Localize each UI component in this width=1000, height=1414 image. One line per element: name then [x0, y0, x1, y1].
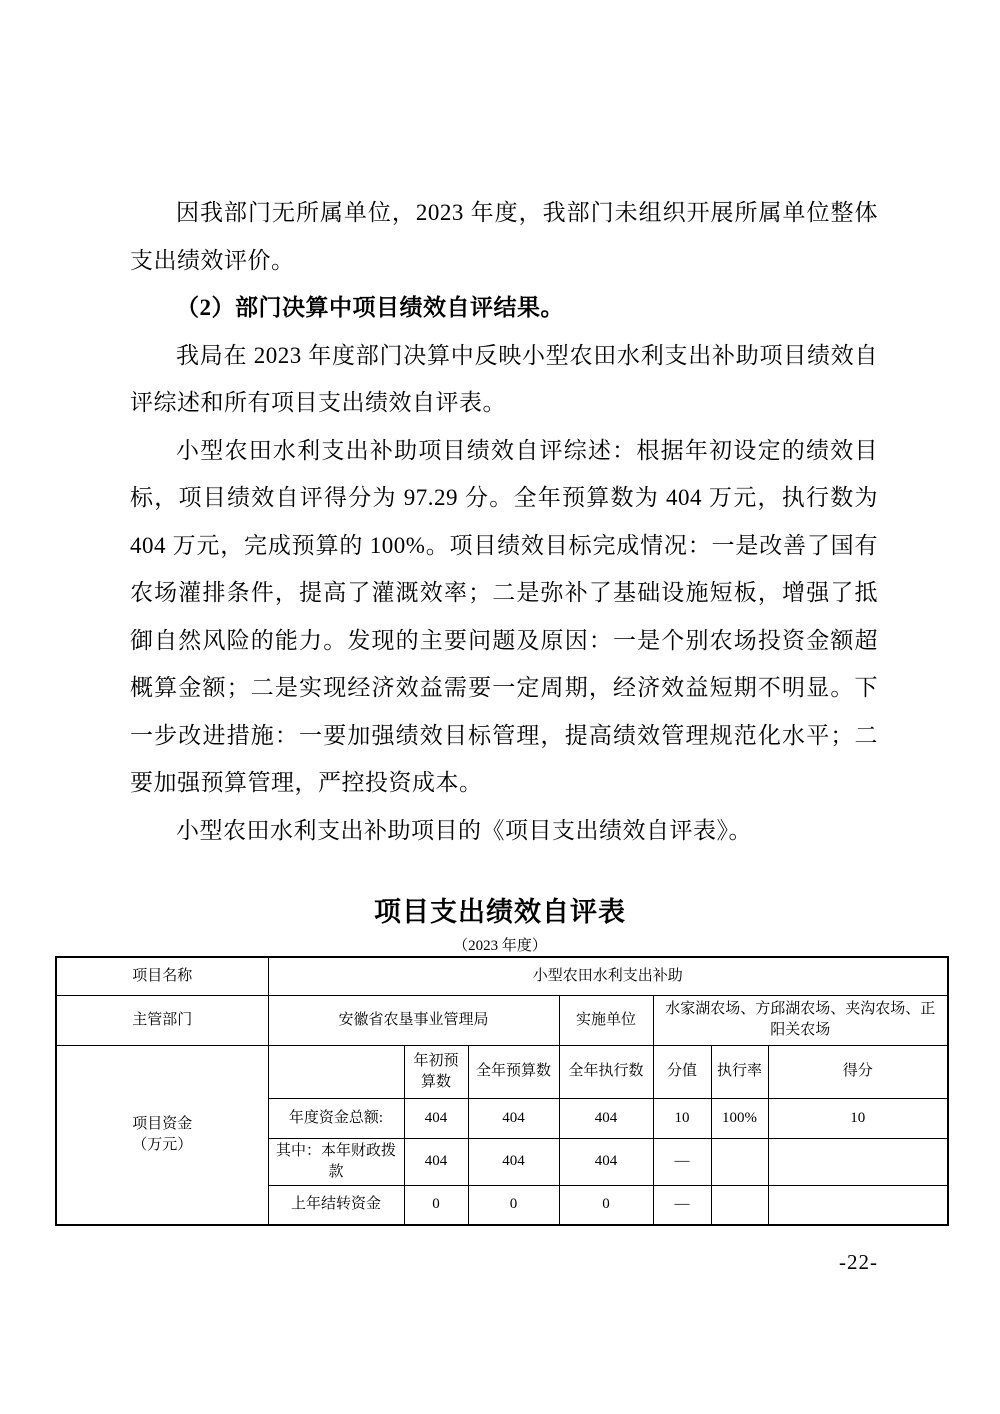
cell-annual-total-initial-budget: 404	[404, 1098, 468, 1138]
cell-carryover-score-weight: —	[653, 1185, 711, 1225]
paragraph-self-eval-summary: 小型农田水利支出补助项目绩效自评综述：根据年初设定的绩效目标，项目绩效自评得分为 97.29 分。全年预算数为 404 万元，执行数为 404 万元，完成预算的 100%。项目绩效目标完成情况：一是改善了国有农场灌排条件，提高了灌溉效率；二是弥补了基础设施短板，增强了抵御自然风险的能力。发现的主要问题及原因：一是个别农场投资金额超概算金额；二是实现经济效益需要一定周期，经济效益短期不明显。下一步改进措施：一要加强绩效目标管理，提高绩效管理规范化水平；二要加强预算管理，严控投资成本。	[130, 437, 878, 795]
cell-carryover-initial-budget: 0	[404, 1185, 468, 1225]
cell-fiscal-execution-rate	[711, 1138, 768, 1185]
cell-implementing-unit-label: 实施单位	[559, 995, 653, 1045]
cell-fiscal-score	[768, 1138, 948, 1185]
cell-project-funds-label	[56, 1045, 268, 1225]
self-evaluation-table	[55, 956, 949, 1226]
cell-project-name-label: 项目名称	[56, 957, 268, 995]
col-header-initial-budget: 年初预算数	[404, 1045, 468, 1098]
cell-project-name-value: 小型农田水利支出补助	[268, 957, 948, 995]
cell-supervising-dept-label: 主管部门	[56, 995, 268, 1045]
table-row-departments	[56, 995, 948, 1045]
cell-header-empty	[268, 1045, 404, 1098]
cell-carryover-annual-budget: 0	[468, 1185, 559, 1225]
cell-carryover-label: 上年结转资金	[268, 1185, 404, 1225]
col-header-execution-rate: 执行率	[711, 1045, 768, 1098]
table-title: 项目支出绩效自评表	[374, 897, 626, 927]
table-subtitle: （2023 年度）	[453, 938, 547, 954]
project-funds-label-line1: 项目资金	[132, 1115, 193, 1132]
project-funds-label-line2: （万元）	[132, 1136, 193, 1153]
cell-annual-total-score-weight: 10	[653, 1098, 711, 1138]
col-header-score: 得分	[768, 1045, 948, 1098]
cell-supervising-dept-value: 安徽省农垦事业管理局	[268, 995, 559, 1045]
paragraph-table-intro: 小型农田水利支出补助项目的《项目支出绩效自评表》。	[176, 817, 752, 843]
paragraph-no-subordinate-units: 因我部门无所属单位，2023 年度，我部门未组织开展所属单位整体支出绩效评价。	[130, 200, 878, 273]
cell-fiscal-annual-execution: 404	[559, 1138, 653, 1185]
table-row-project-name	[56, 957, 948, 995]
cell-annual-total-execution-rate: 100%	[711, 1098, 768, 1138]
col-header-score-weight: 分值	[653, 1045, 711, 1098]
cell-annual-total-annual-budget: 404	[468, 1098, 559, 1138]
cell-carryover-score	[768, 1185, 948, 1225]
cell-implementing-unit-value: 水家湖农场、方邱湖农场、夹沟农场、正阳关农场	[653, 995, 948, 1045]
cell-fiscal-appropriation-label: 其中：本年财政拨款	[268, 1138, 404, 1185]
cell-fiscal-annual-budget: 404	[468, 1138, 559, 1185]
table-row-column-headers	[56, 1045, 948, 1098]
cell-fiscal-initial-budget: 404	[404, 1138, 468, 1185]
col-header-annual-execution: 全年执行数	[559, 1045, 653, 1098]
body-text	[130, 189, 878, 854]
paragraph-final-accounts: 我局在 2023 年度部门决算中反映小型农田水利支出补助项目绩效自评综述和所有项目支出绩效自评表。	[130, 342, 878, 415]
cell-carryover-execution-rate	[711, 1185, 768, 1225]
cell-annual-total-label: 年度资金总额:	[268, 1098, 404, 1138]
cell-carryover-annual-execution: 0	[559, 1185, 653, 1225]
page-number: -22-	[839, 1250, 878, 1274]
col-header-annual-budget: 全年预算数	[468, 1045, 559, 1098]
cell-annual-total-annual-execution: 404	[559, 1098, 653, 1138]
cell-annual-total-score: 10	[768, 1098, 948, 1138]
paragraph-heading-self-eval-results: （2）部门决算中项目绩效自评结果。	[176, 295, 564, 320]
cell-fiscal-score-weight: —	[653, 1138, 711, 1185]
